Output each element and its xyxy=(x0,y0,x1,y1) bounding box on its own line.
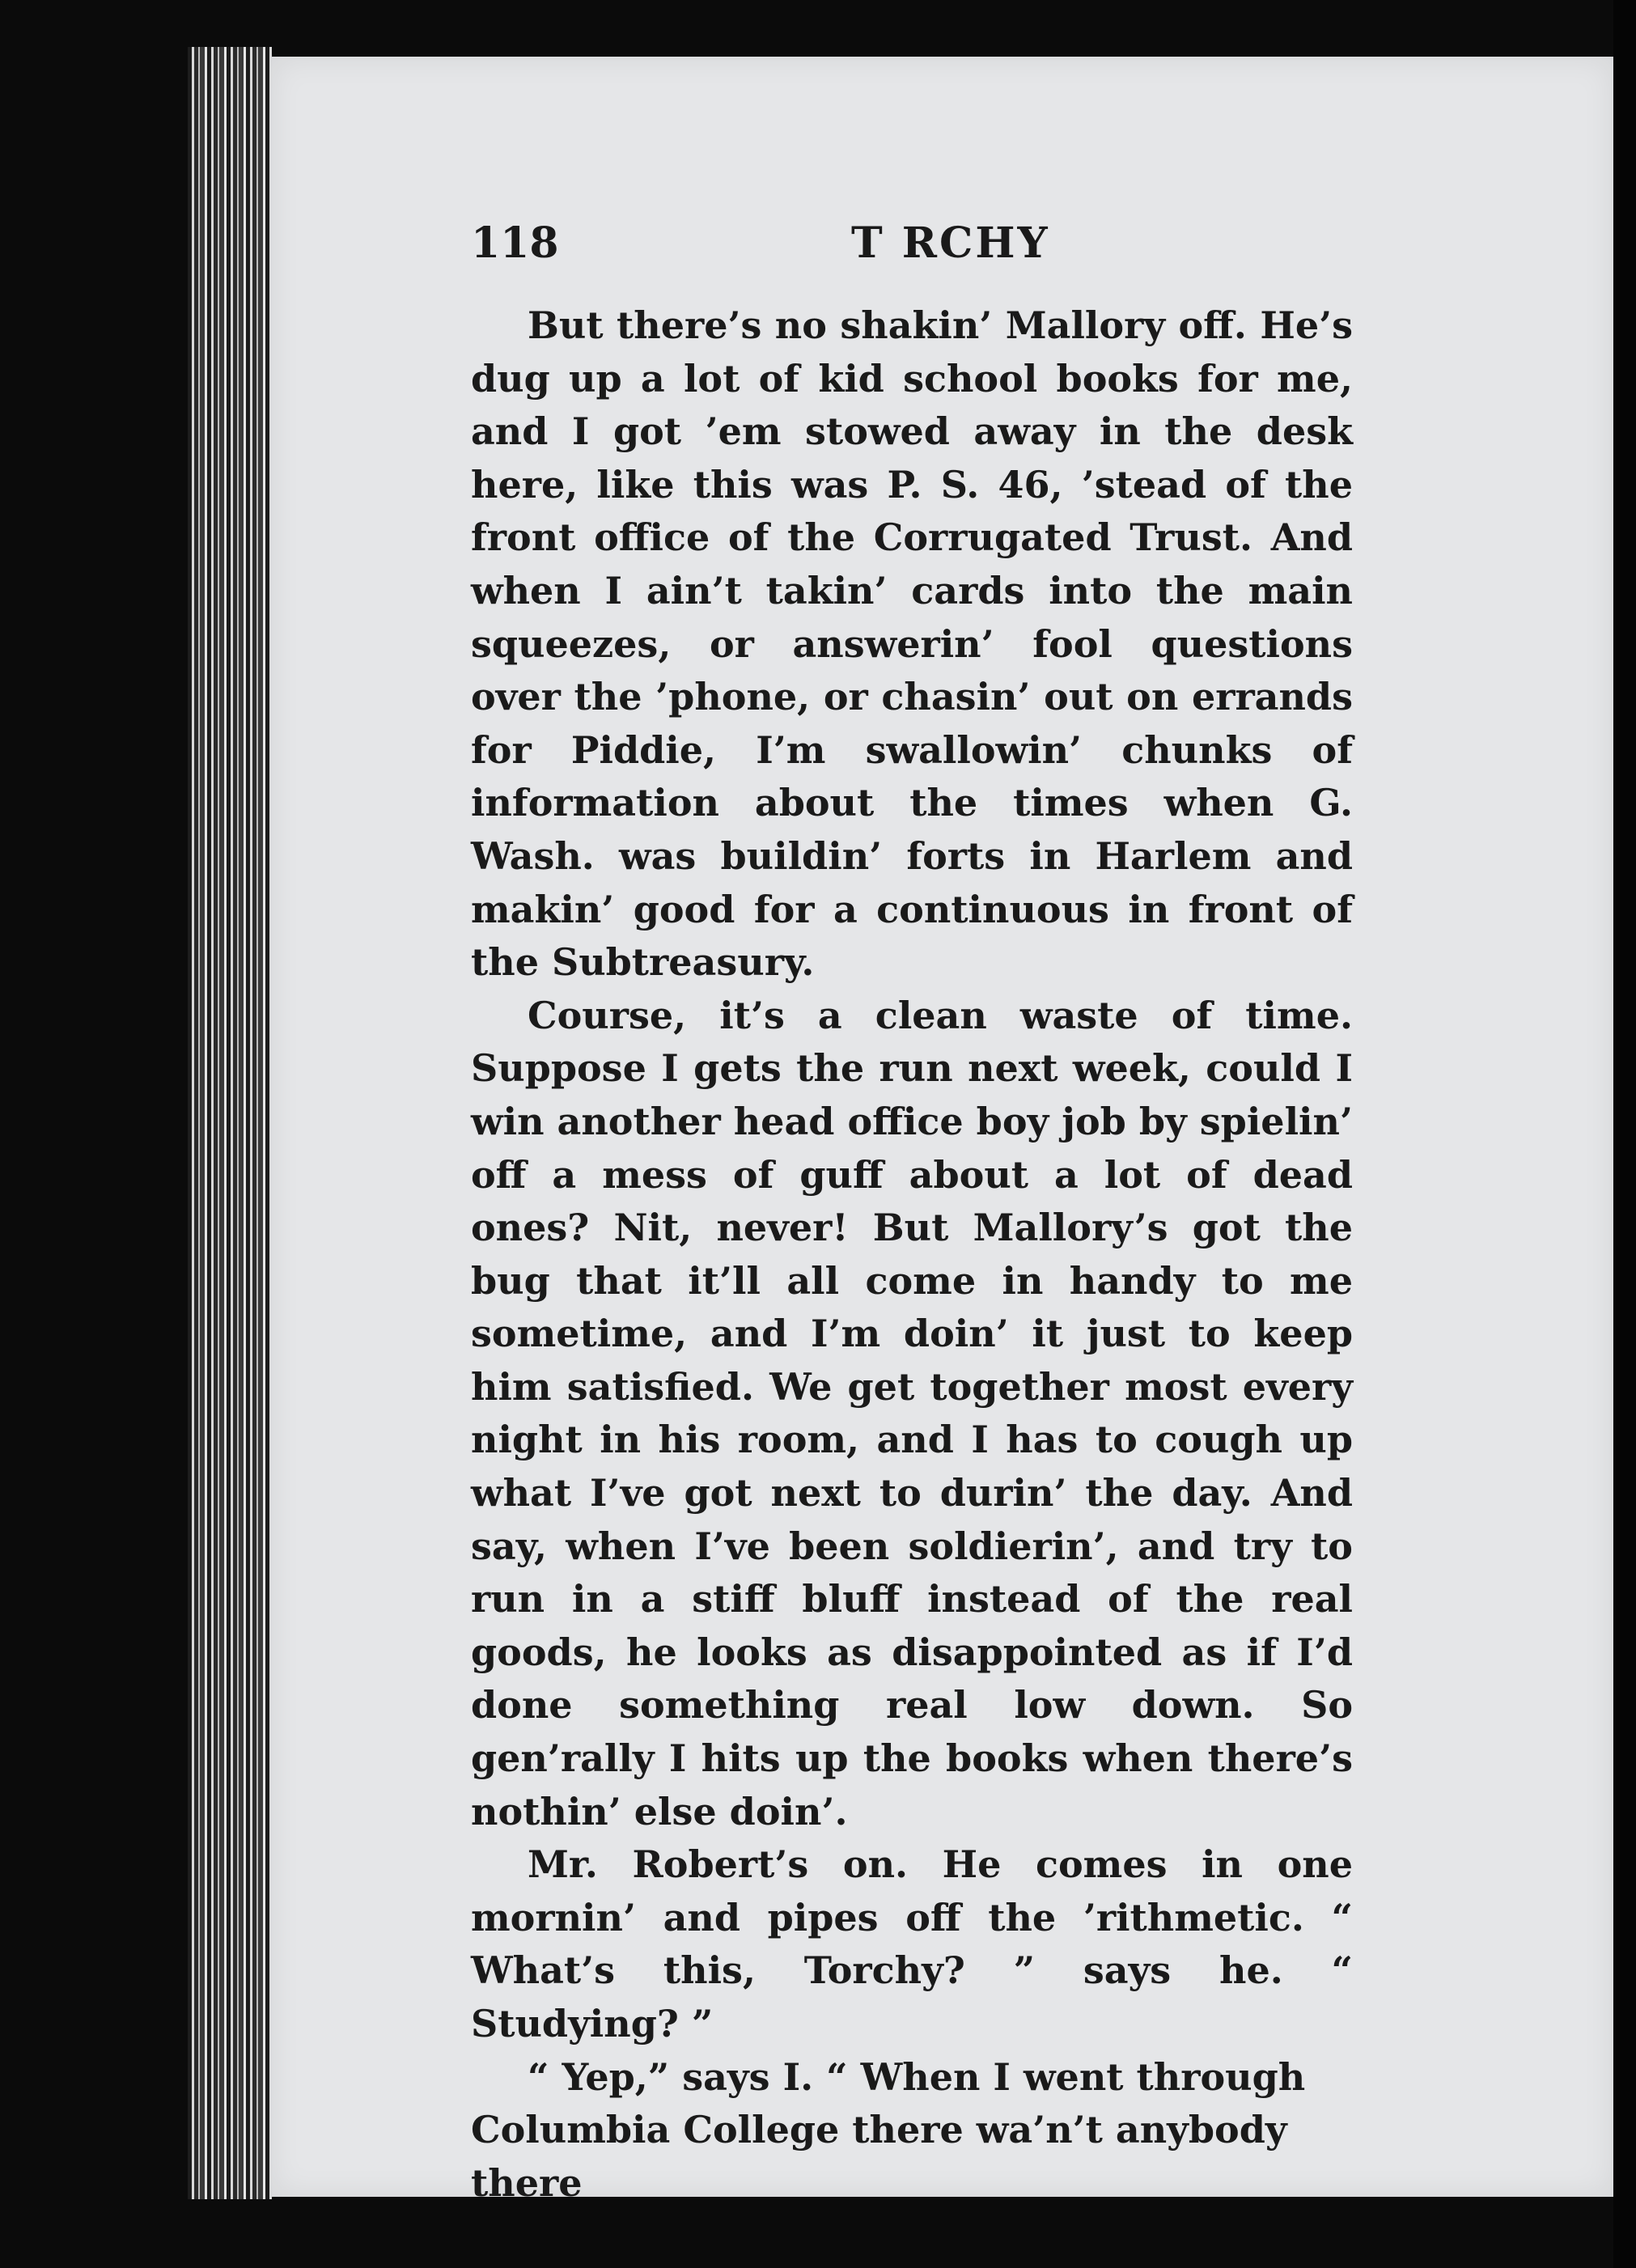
running-head: T RCHY xyxy=(851,218,1050,268)
scan-border xyxy=(1613,0,1636,2268)
page-header xyxy=(471,218,1353,291)
paragraph: “ Yep,” says I. “ When I went through Columbia College there wa’n’t anybody there xyxy=(471,2054,1306,2205)
body-text xyxy=(471,299,1353,2210)
paragraph: But there’s no shakin’ Mallory off. He’s dug up a lot of kid school books for me, and I got ’em stowed away in the desk here, like this was P. S. 46, ’stead of the front office of the Corrugated Trust. And when I ain’t takin’ cards into the main squeezes, or answerin’ fool questions over the ’phone, or chasin’ out on errands for Piddie, I’m swallowin’ chunks of information about the times when G. Wash. was buildin’ forts in Harlem and makin’ good for a continuous in front of the Subtreasury. xyxy=(471,303,1353,985)
page-number: 118 xyxy=(471,218,559,268)
paragraph: Mr. Robert’s on. He comes in one mornin’ and pipes off the ’rithmetic. “ What’s this, Torchy? ” says he. “ Studying? ” xyxy=(471,1842,1353,2045)
book-page xyxy=(270,57,1613,2205)
paragraph: Course, it’s a clean waste of time. Suppose I gets the run next week, could I win another head office boy job by spielin’ off a mess of guff about a lot of dead ones? Nit, never! But Mallory’s got the bug that it’ll all come in handy to me sometime, and I’m doin’ it just to keep him satisfied. We get together most every night in his room, and I has to cough up what I’ve got next to durin’ the day. And say, when I’ve been soldierin’, and try to run in a stiff bluff instead of the real goods, he looks as disappointed as if I’d done something real low down. So gen’rally I hits up the books when there’s nothin’ else doin’. xyxy=(471,993,1353,1833)
page-edges xyxy=(188,47,272,2199)
